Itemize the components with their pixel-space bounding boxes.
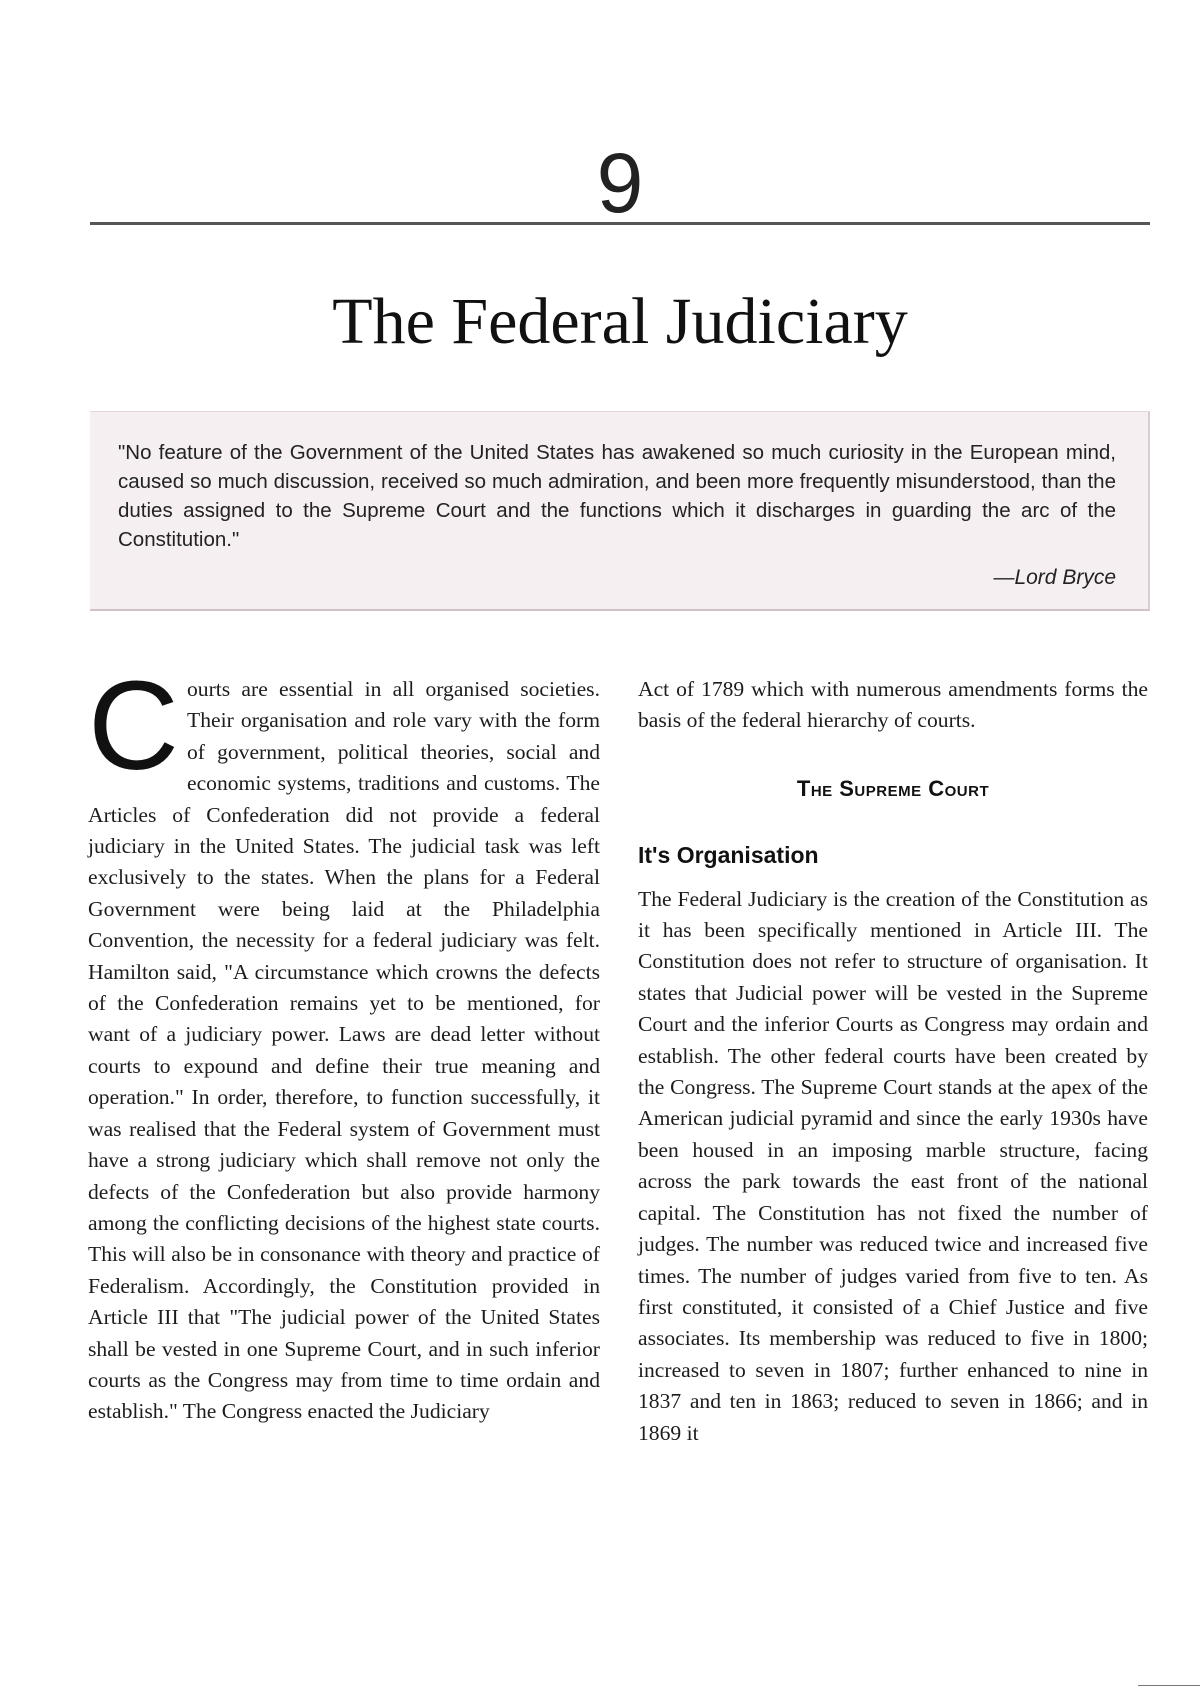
subheading: It's Organisation <box>638 842 819 869</box>
epigraph-attribution: —Lord Bryce <box>993 566 1116 589</box>
title-divider <box>90 222 1150 225</box>
left-paragraph: ourts are essential in all organised societies. Their organisation and role vary with the form of government, political theories, social and economic systems, traditions and customs. The Articles of Confederation did not provide a federal judiciary in the United States. The judicial task was left exclusively to the states. When the plans for a Federal Government were being laid at the Philadelphia Convention, the necessity for a federal judiciary was felt. Hamilton said, "A circumstance which crowns the defects of the Confederation remains yet to be mentioned, for want of a judiciary power. Laws are dead letter without courts to expound and define their true meaning and operation." In order, therefore, to function successfully, it was realised that the Federal system of Government must have a strong judiciary which shall remove not only the defects of the Confederation but also provide harmony among the conflicting decisions of the highest state courts. This will also be in consonance with theory and practice of Federalism. Accordingly, the Constitution provided in Article III that "The judicial power of the United States shall be vested in one Supreme Court, and in such inferior courts as the Congress may from time to time ordain and establish." The Congress enacted the Judiciary <box>88 677 600 1424</box>
right-intro-paragraph: Act of 1789 which with numerous amendments forms the basis of the federal hierarchy of courts. <box>638 677 1148 733</box>
corner-rule <box>1138 1685 1200 1686</box>
chapter-number: 9 <box>596 136 644 230</box>
section-heading: The Supreme Court <box>796 775 990 801</box>
epigraph-text: "No feature of the Government of the United States has awakened so much curiosity in the European mind, caused so much discussion, received so much admiration, and been more frequently misunderstood, than the duties assigned to the Supreme Court and the functions which it discharges in guarding the arc of the Constitution." <box>118 441 1116 551</box>
right-paragraph: The Federal Judiciary is the creation of the Constitution as it has been specifically mentioned in Article III. The Constitution does not refer to structure of organisation. It states that Judicial power will be vested in the Supreme Court and the inferior Courts as Congress may ordain and establish. The other federal courts have been created by the Congress. The Supreme Court stands at the apex of the American judicial pyramid and since the early 1930s have been housed in an imposing marble structure, facing across the park towards the east front of the national capital. The Constitution has not fixed the number of judges. The number was reduced twice and increased five times. The number of judges varied from five to ten. As first constituted, it consisted of a Chief Justice and five associates. Its membership was reduced to five in 1800; increased to seven in 1807; further enhanced to nine in 1837 and ten in 1863; reduced to seven in 1866; and in 1869 it <box>638 886 1148 1445</box>
chapter-title: The Federal Judiciary <box>332 285 908 359</box>
left-column <box>88 655 600 1428</box>
epigraph-box <box>90 411 1150 611</box>
right-column <box>638 674 1148 1449</box>
drop-cap: C <box>88 655 179 796</box>
